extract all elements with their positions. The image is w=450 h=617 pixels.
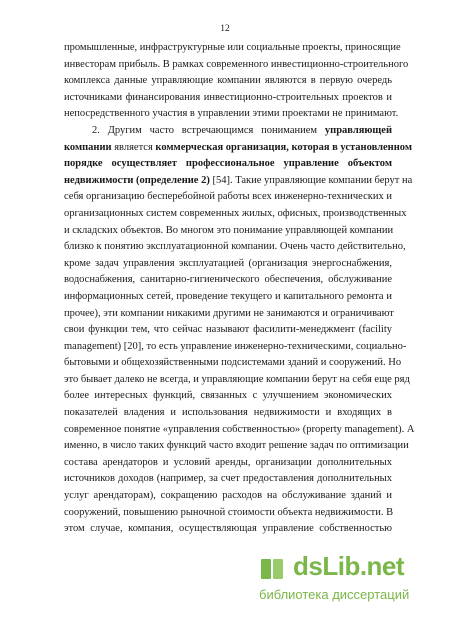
text-span: management) [20], то есть управление инженерно-техническими, социально- [64, 340, 407, 352]
body-text [64, 40, 415, 538]
text-span: организационных систем современных жилых, офисных, производственных [64, 207, 407, 219]
text-line [64, 322, 392, 339]
text-span: кроме задач управления эксплуатацией (организация энергоснабжения, [64, 257, 392, 269]
text-line [64, 405, 392, 422]
text-span: более интересных функций, связанных с улучшением экономических [64, 390, 392, 402]
text-span: услуг арендаторам), сокращению расходов на обслуживание зданий и [64, 490, 392, 502]
text-line [64, 488, 392, 505]
watermark-subtitle: библиотека диссертаций [259, 587, 410, 602]
text-line [64, 505, 392, 522]
dslib-logo-icon [259, 555, 287, 583]
text-span: современное понятие «управления собственностью» (property management). А [64, 423, 415, 435]
text-span: водоснабжения, санитарно-гигиенического обеспечения, обслуживание [64, 274, 392, 286]
text-span: инвесторам прибыль. В рамках современного инвестиционно-строительного [64, 58, 409, 70]
text-line [64, 173, 413, 190]
text-line [64, 438, 409, 455]
text-line [64, 256, 392, 273]
page-number: 12 [220, 24, 230, 34]
watermark [251, 549, 436, 609]
text-line [64, 40, 401, 57]
text-line [64, 355, 402, 372]
text-span: источниками финансирования инвестиционно-строительных проектов и [64, 91, 392, 103]
text-span: близко к понятию эксплуатационной компании. Очень часто действительно, [64, 241, 406, 253]
text-line [64, 455, 392, 472]
text-line [64, 372, 410, 389]
text-span: сооружений, повышению рыночной стоимости объекта недвижимости. В [64, 506, 394, 518]
text-span: это бывает далеко не всегда, и управляющие компании берут на себя еще ряд [64, 373, 410, 385]
text-span: комплекса данные управляющие компании являются в первую очередь [64, 75, 392, 87]
text-line [64, 239, 406, 256]
text-span: источников доходов (например, за счет предоставления дополнительных [64, 473, 392, 485]
text-span: непосредственного участия в управлении этими проектами не принимают. [64, 108, 399, 120]
text-line [64, 306, 392, 323]
text-span: бытовыми и общехозяйственными подсистемами зданий и сооружений. Но [64, 357, 402, 369]
text-line [64, 189, 392, 206]
text-line [64, 156, 392, 173]
text-span: этом случае, компания, осуществляющая управление собственностью [64, 523, 392, 535]
text-span: промышленные, инфраструктурные или социальные проекты, приносящие [64, 42, 401, 53]
text-line [64, 206, 407, 223]
text-span: себя организацию бесперебойной работы всех инженерно-технических и [64, 191, 392, 203]
bold-text-span: недвижимости (определение 2) [64, 174, 210, 186]
text-line [64, 223, 392, 240]
text-line [64, 73, 392, 90]
text-line [64, 123, 392, 140]
text-span: именно, в число таких функций часто входит решение задач по оптимизации [64, 440, 409, 452]
text-line [64, 289, 392, 306]
text-line [64, 90, 392, 107]
text-line [64, 272, 392, 289]
bold-text-span: порядке осуществляет профессиональное управление объектом [64, 158, 392, 170]
bold-text-span: компании [64, 141, 112, 153]
text-line [64, 388, 392, 405]
text-line [64, 57, 409, 74]
text-span: прочее), эти компании никакими другими не занимаются и ограничивают [64, 307, 394, 319]
text-span: состава арендаторов и условий аренды, организации дополнительных [64, 456, 392, 468]
text-line [64, 140, 412, 157]
text-line [64, 339, 407, 356]
watermark-brand: dsLib.net [293, 551, 405, 581]
text-line [64, 106, 399, 123]
text-line [64, 521, 392, 538]
text-line [64, 422, 415, 439]
text-span: 2. Другим часто встречающимся пониманием [92, 124, 325, 136]
text-line [64, 471, 392, 488]
text-span: свои функции тем, что сейчас называют фасилити-менеджмент (facility [64, 324, 392, 336]
text-span: является [111, 141, 156, 153]
text-span: [54]. Такие управляющие компании берут на [209, 174, 413, 186]
text-span: показателей владения и использования недвижимости и входящих в [64, 407, 392, 419]
text-span: информационных сетей, проведение текущего и капитального ремонта и [64, 290, 392, 302]
text-span: и складских объектов. Во многом это понимание управляющей компании [64, 224, 394, 236]
bold-text-span: коммерческая организация, которая в установленном [155, 141, 412, 153]
bold-text-span: управляющей [324, 124, 392, 136]
